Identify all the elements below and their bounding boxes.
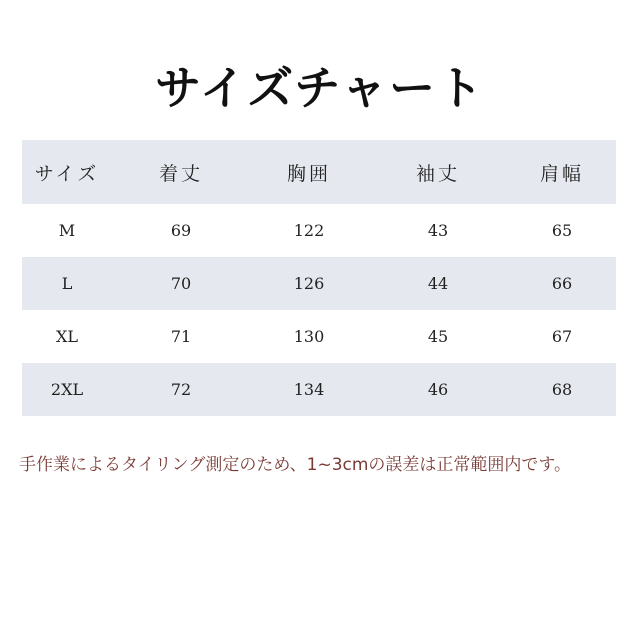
header-chest: 胸囲 xyxy=(286,162,331,185)
cell-size: 2XL xyxy=(50,380,84,399)
cell-length: 71 xyxy=(170,327,192,346)
cell-chest: 126 xyxy=(293,274,325,293)
cell-length: 69 xyxy=(170,221,192,240)
cell-sleeve: 44 xyxy=(427,274,449,293)
cell-shoulder: 65 xyxy=(551,221,573,240)
cell-size: M xyxy=(58,221,76,240)
header-length: 着丈 xyxy=(158,162,203,185)
cell-shoulder: 68 xyxy=(551,380,573,399)
cell-sleeve: 46 xyxy=(427,380,449,399)
header-sleeve: 袖丈 xyxy=(415,162,460,185)
cell-shoulder: 66 xyxy=(551,274,573,293)
measurement-note: 手作業によるタイリング測定のため、1~3cmの誤差は正常範囲内です。 xyxy=(19,455,572,475)
cell-sleeve: 43 xyxy=(427,221,449,240)
cell-sleeve: 45 xyxy=(427,327,449,346)
cell-chest: 130 xyxy=(293,327,325,346)
table-row xyxy=(22,310,616,363)
table-row xyxy=(22,257,616,310)
table-row xyxy=(22,204,616,257)
cell-length: 70 xyxy=(170,274,192,293)
cell-shoulder: 67 xyxy=(551,327,573,346)
header-size: サイズ xyxy=(34,162,100,185)
page-title: サイズチャート xyxy=(154,61,486,115)
table-header-row xyxy=(22,140,616,204)
header-shoulder: 肩幅 xyxy=(539,162,584,185)
cell-chest: 134 xyxy=(293,380,325,399)
size-chart-table xyxy=(22,140,616,416)
cell-size: L xyxy=(61,274,73,293)
table-row xyxy=(22,363,616,416)
cell-length: 72 xyxy=(170,380,192,399)
cell-size: XL xyxy=(55,327,78,346)
cell-chest: 122 xyxy=(293,221,325,240)
